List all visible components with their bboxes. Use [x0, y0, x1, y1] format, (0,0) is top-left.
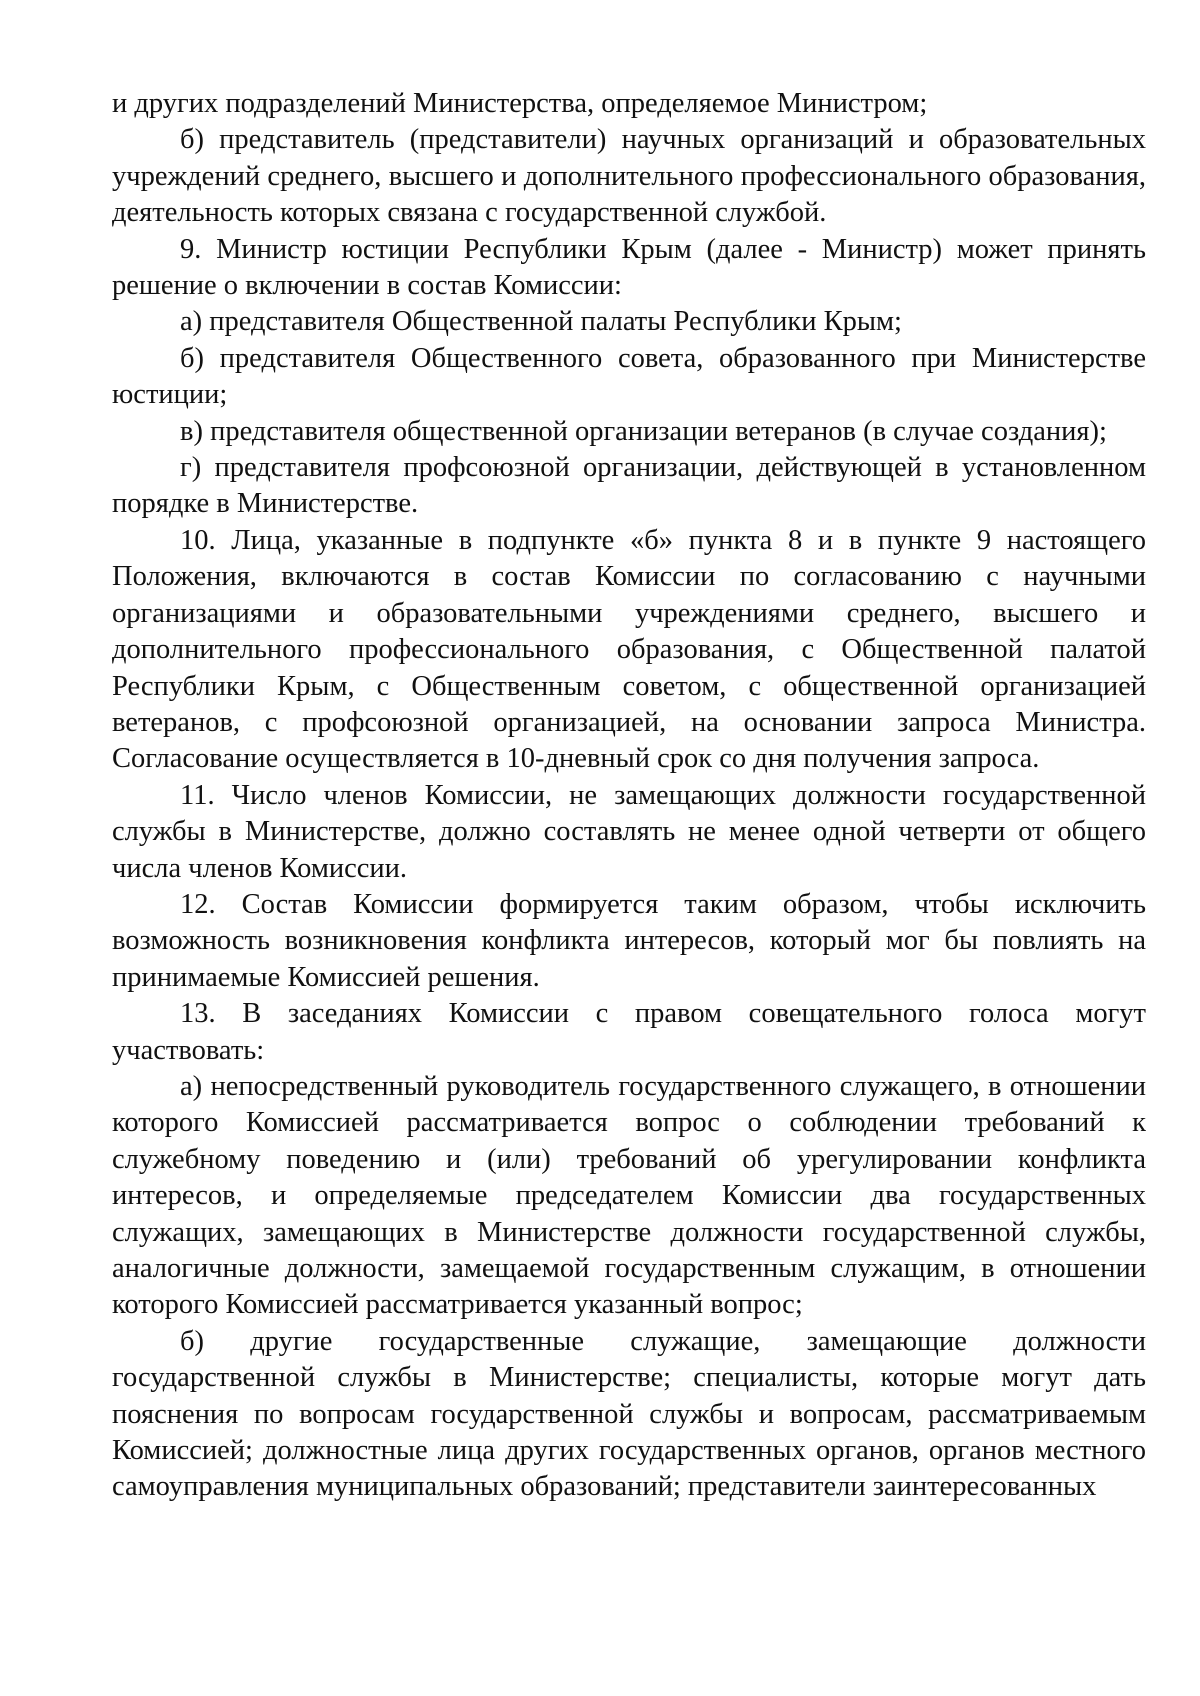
paragraph-12: 12. Состав Комиссии формируется таким образом, чтобы исключить возможность возникновения конфликта интересов, который мог бы повлиять на принимаемые Комиссией решения. — [112, 888, 1146, 993]
paragraph-8b: б) представитель (представители) научных организаций и образовательных учреждений среднего, высшего и дополнительного профессионального образования, деятельность которых связана с государственной службой. — [112, 124, 1146, 229]
paragraph-13b: б) другие государственные служащие, замещающие должности государственной службы в Министерстве; специалисты, которые могут дать пояснения по вопросам государственной службы и вопросам, рассматриваемым Комиссией; должностные лица других государственных органов, органов местного самоуправления муниципальных образований; представители заинтересованных — [112, 1325, 1146, 1503]
paragraph-9: 9. Министр юстиции Республики Крым (далее - Министр) может принять решение о включении в состав Комиссии: — [112, 233, 1146, 302]
paragraph-9g: г) представителя профсоюзной организации, действующей в установленном порядке в Министерстве. — [112, 452, 1146, 520]
paragraph-13: 13. В заседаниях Комиссии с правом совещательного голоса могут участвовать: — [112, 998, 1146, 1066]
paragraph-11: 11. Число членов Комиссии, не замещающих должности государственной службы в Министерстве, должно составлять не менее одной четверти от общего числа членов Комиссии. — [112, 779, 1146, 884]
paragraph-9v: в) представителя общественной организации ветеранов (в случае создания); — [180, 415, 1107, 447]
paragraph-9b: б) представителя Общественного совета, образованного при Министерстве юстиции; — [112, 342, 1146, 411]
document-body — [112, 86, 1146, 1506]
paragraph-continuation: и других подразделений Министерства, определяемое Министром; — [112, 88, 928, 119]
paragraph-9a: а) представителя Общественной палаты Республики Крым; — [180, 306, 902, 338]
paragraph-10: 10. Лица, указанные в подпункте «б» пункта 8 и в пункте 9 настоящего Положения, включаются в состав Комиссии по согласованию с научными организациями и образовательными учреждениями среднего, высшего и дополнительного профессионального образования, с Общественной палатой Республики Крым, с Общественным советом, с общественной организацией ветеранов, с профсоюзной организацией, на основании запроса Министра. Согласование осуществляется в 10-дневный срок со дня получения запроса. — [112, 524, 1146, 775]
paragraph-13a: а) непосредственный руководитель государственного служащего, в отношении которого Комиссией рассматривается вопрос о соблюдении требований к служебному поведению и (или) требований об урегулировании конфликта интересов, и определяемые председателем Комиссии два государственных служащих, замещающих в Министерстве должности государственной службы, аналогичные должности, замещаемой государственным служащим, в отношении которого Комиссией рассматривается указанный вопрос; — [112, 1070, 1146, 1321]
